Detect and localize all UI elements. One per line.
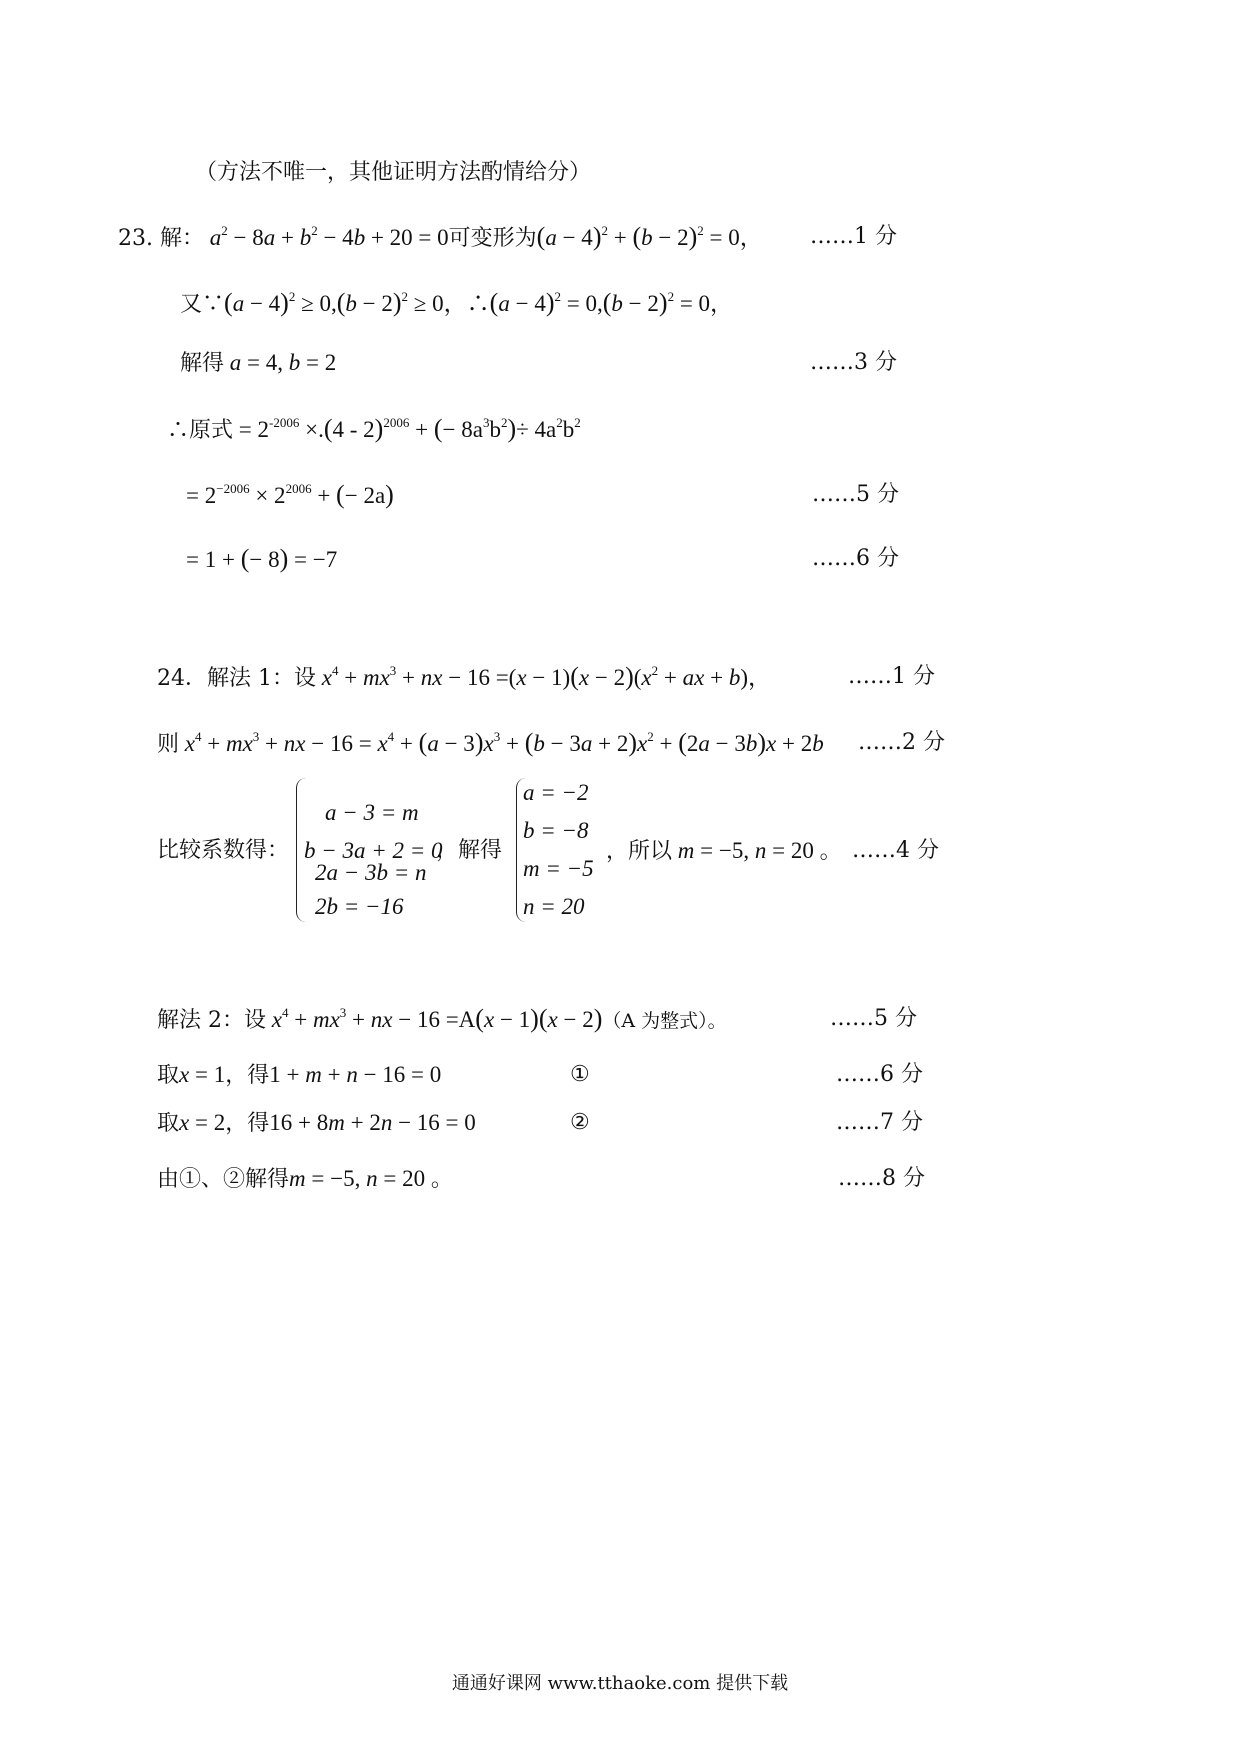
q23-expression: = $2^{-2006} \times.(4 - 2)^{2006}$ + (− $8a^3b^2)\div 4a^2b^2$ xyxy=(233,414,581,443)
q24-period: 。 xyxy=(819,839,842,864)
system2-eq1: a = −2 xyxy=(523,780,589,805)
q23-because: 又∵ xyxy=(180,292,225,317)
last-line: 由①、②解得m = −5, n = 20 。 xyxy=(157,1166,453,1192)
q23-nonneg: $(a - 4)^2 \ge 0,(b - 2)^2 \ge 0$，∴(a − $4)^2 = 0,(b - 2)^2 = 0$， xyxy=(224,288,734,317)
q24-score-1: ……1 分 xyxy=(848,664,935,689)
system1-eq2: b − 3a + 2 = 0 xyxy=(304,838,443,863)
system1-eq4: 2b = −16 xyxy=(315,894,404,919)
q23-line1 xyxy=(118,224,763,252)
note-line: （方法不唯一，其他证明方法酌情给分） xyxy=(195,160,592,185)
q24-label: 24．解法 1：设 xyxy=(157,666,316,691)
system1-eq3: 2a − 3b = n xyxy=(315,860,427,885)
t2-score-7: ……7 分 xyxy=(836,1110,923,1135)
q24-assume: $x^4 + mx^3$ + nx − $16 =(x - 1)(x - 2)(x^2$ + ax + b)， xyxy=(321,662,771,691)
q23-score-5: ……5 分 xyxy=(812,482,899,507)
q23-line2 xyxy=(180,290,733,318)
circled-one: ① xyxy=(570,1062,590,1087)
q24-expand: $x^4 + mx^3$ + nx − $16 = x^4 + (a - 3)x^3 + (b - 3a + 2)x^2 + (2a - 3b)x + 2b$ xyxy=(184,728,824,757)
q24-line2 xyxy=(157,730,824,758)
system2-eq3: m = −5 xyxy=(523,856,594,881)
system1-eq1: a − 3 = m xyxy=(325,800,419,825)
q23-score-3: ……3 分 xyxy=(810,350,897,375)
q24-result: ，所以 m = −5, n = 20 。 xyxy=(606,838,842,864)
m2-note: （A 为整式）。 xyxy=(602,1010,727,1032)
q24-line1 xyxy=(157,664,771,692)
q23-solve-text: 解得 xyxy=(180,351,225,376)
q23-original: ∴原式 xyxy=(167,418,234,443)
q23-line5: = $2^{-2006} \times 2^{2006}$ + (− 2a) xyxy=(186,480,394,509)
q24-then: 则 xyxy=(157,732,180,757)
circled-two: ② xyxy=(570,1110,590,1135)
footer: 通通好课网 www.tthaoke.com 提供下载 xyxy=(451,1673,789,1694)
t1-line: 取x = 1，得1 + m + n − 16 = 0 xyxy=(157,1062,442,1088)
m2-assume: $x^4 + mx^3$ + nx − 16 =A(x − 1)(x − 2) xyxy=(271,1004,603,1033)
q23-score-6: ……6 分 xyxy=(812,546,899,571)
q23-line3 xyxy=(180,350,336,377)
q24-solve-text: ，解得 xyxy=(436,838,503,863)
q23-score-1: ……1 分 xyxy=(810,224,897,249)
q24-so: ，所以 xyxy=(606,839,673,864)
q23-equation: $a^2 - 8a + b^2 - 4b + 20 = 0$ xyxy=(209,223,449,250)
q23-transform-text: 可变形为 xyxy=(448,226,537,251)
q23-line4 xyxy=(167,416,581,444)
q24-compare-label: 比较系数得： xyxy=(157,838,290,863)
last-score-8: ……8 分 xyxy=(838,1166,925,1191)
m2-line xyxy=(157,1006,727,1034)
m2-label: 解法 2：设 xyxy=(157,1008,266,1033)
q24-score-2: ……2 分 xyxy=(858,730,945,755)
system2-eq4: n = 20 xyxy=(523,894,585,919)
t1-score-6: ……6 分 xyxy=(836,1062,923,1087)
q23-squares: $(a - 4)^2 + (b - 2)^2 = 0$， xyxy=(536,222,763,251)
system2-eq2: b = −8 xyxy=(523,818,589,843)
q24-score-4: ……4 分 xyxy=(852,838,939,863)
m2-score-5: ……5 分 xyxy=(830,1006,917,1031)
q23-line6: = 1 + (− 8) = −7 xyxy=(186,544,338,573)
q23-solution: a = 4, b = 2 xyxy=(229,350,337,375)
t2-line: 取x = 2，得16 + 8m + 2n − 16 = 0 xyxy=(157,1110,476,1136)
q23-label: 23. 解： xyxy=(118,226,204,251)
